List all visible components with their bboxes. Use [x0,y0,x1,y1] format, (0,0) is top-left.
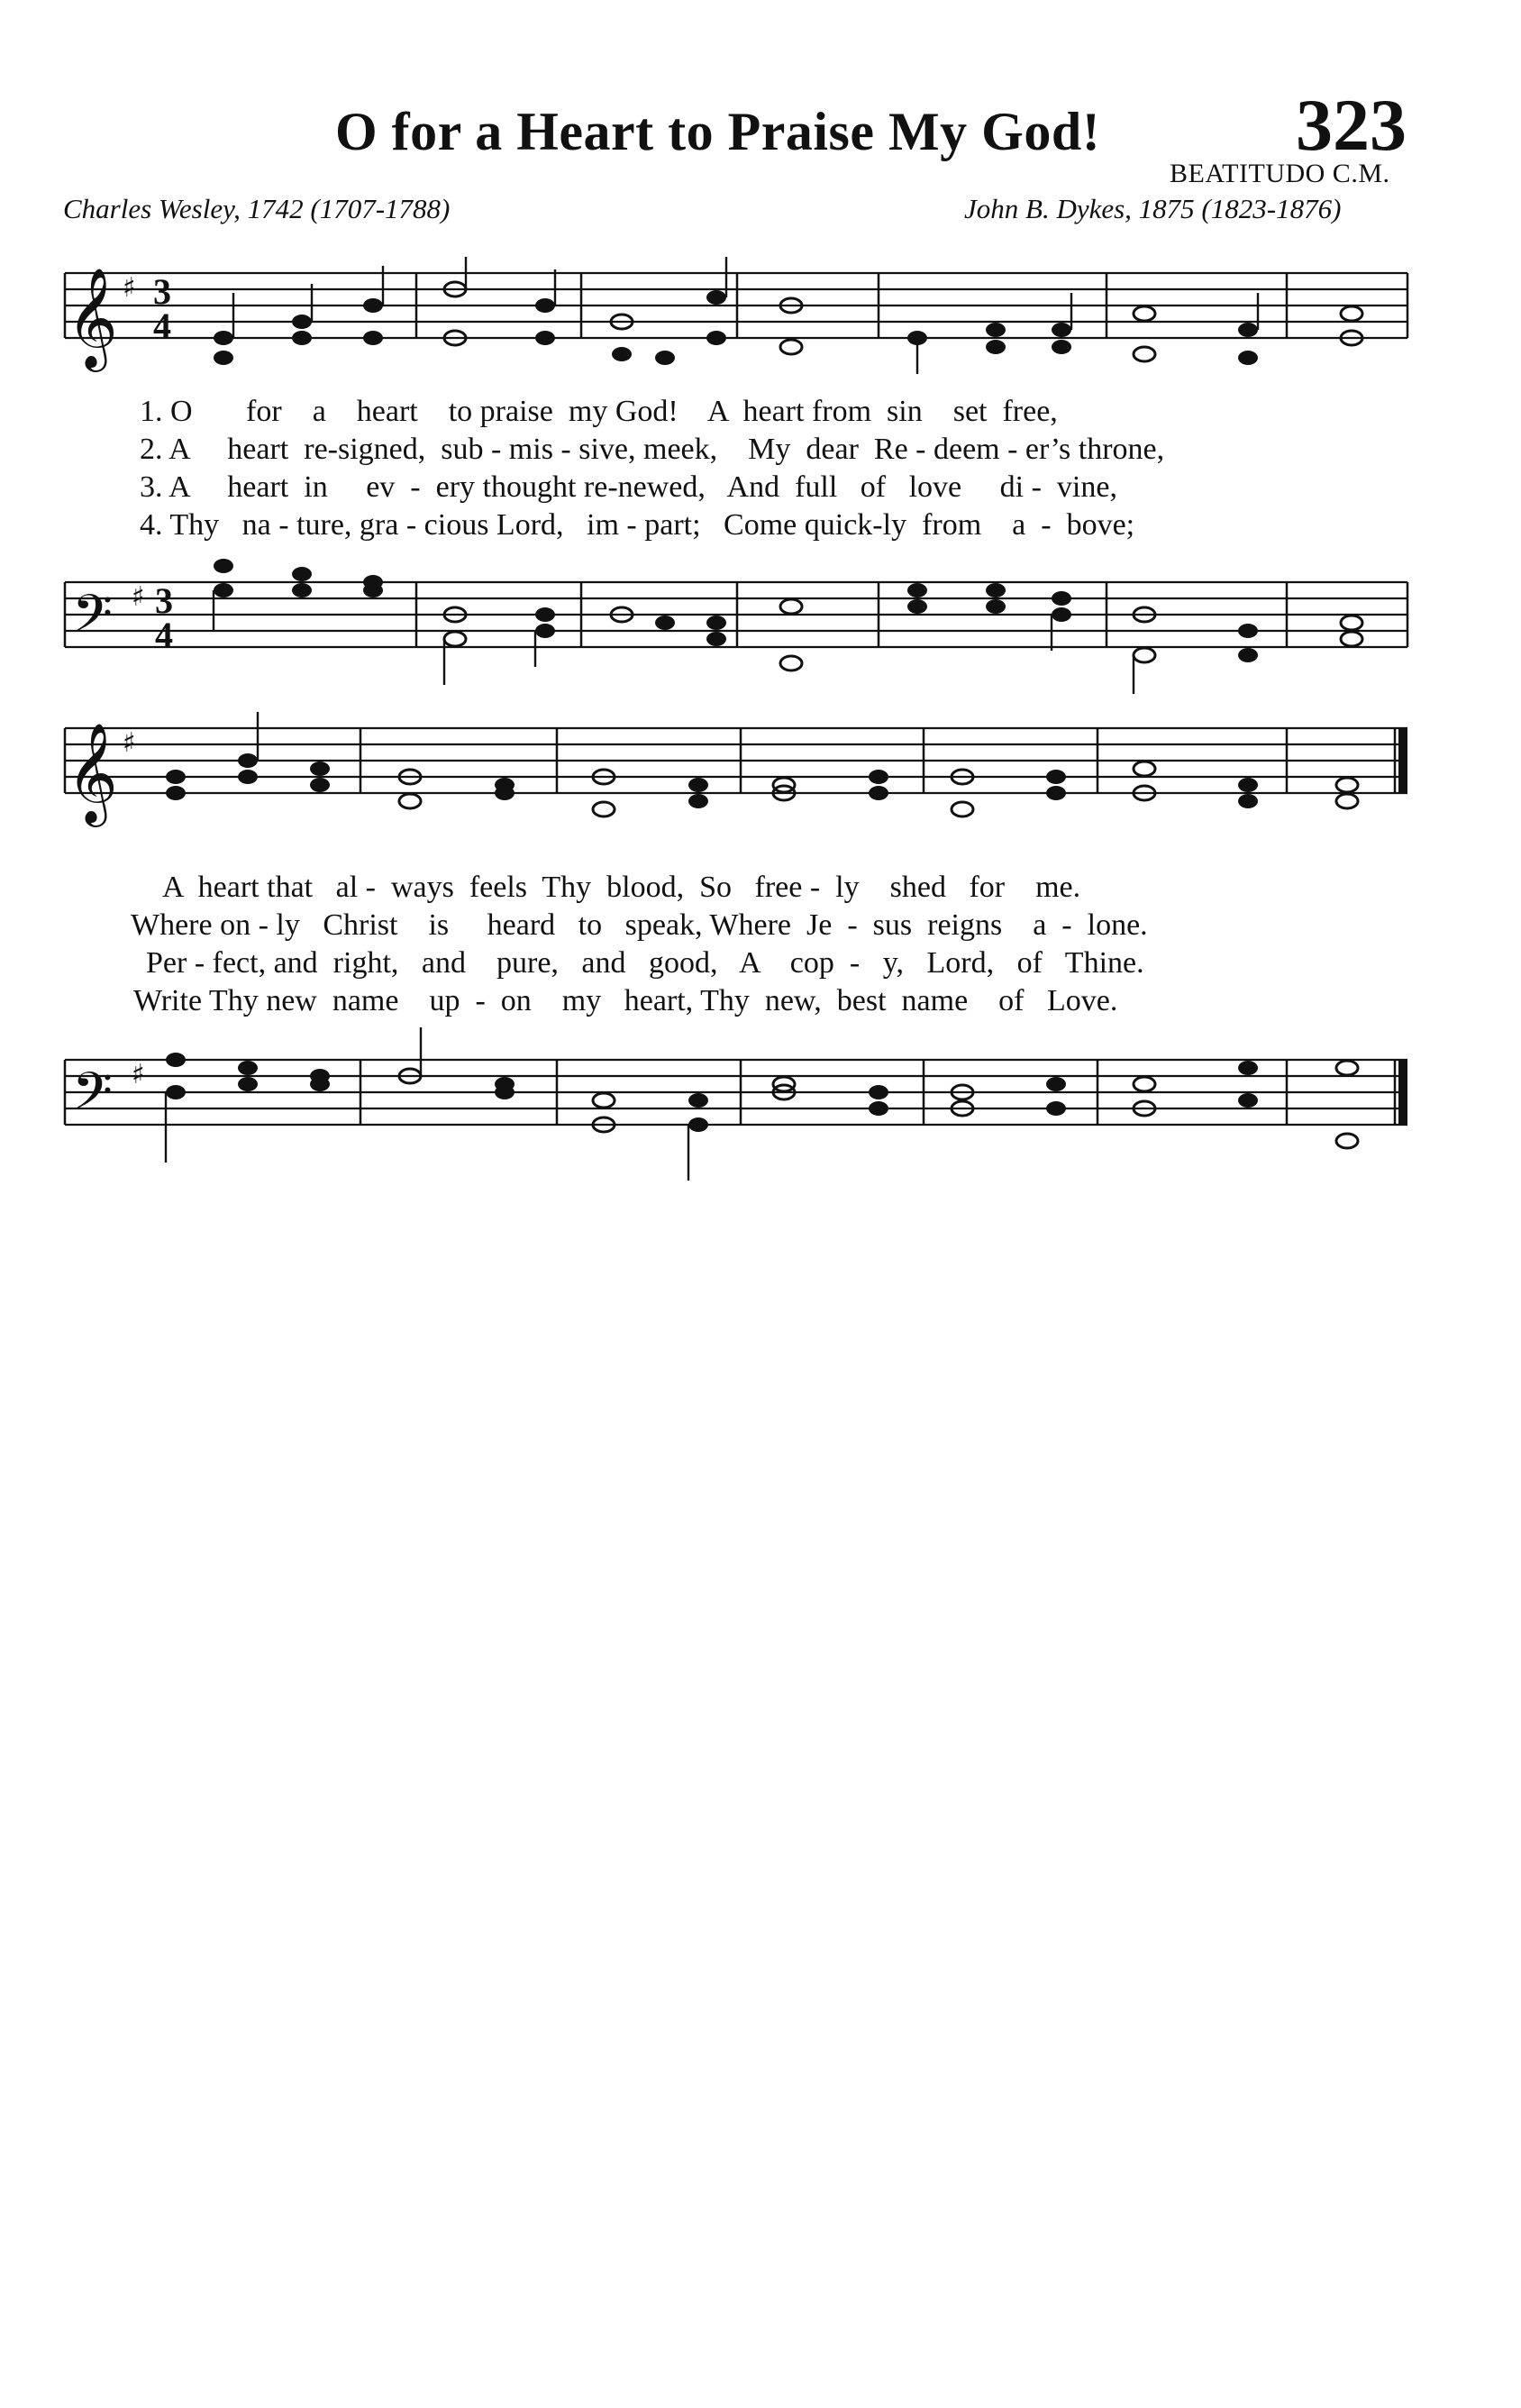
system1-treble-staff [0,257,1521,392]
hymn-number: 323 [1296,84,1407,166]
key-signature-sharp-icon: ♯ [123,727,136,759]
hymn-title: O for a Heart to Praise My God! [335,102,1101,161]
staff-lines [65,1060,1407,1125]
final-barline [1398,728,1407,793]
system1-bass-staff [0,550,1521,694]
tune-name: BEATITUDO C.M. [1170,159,1390,188]
stanza4-line1: 4. Thy na - ture, gra - cious Lord, im - part; Come quick-ly from a - bove; [140,508,1135,542]
treble-clef-icon: 𝄞 [67,722,118,823]
stanza2-line2: Where on - ly Christ is heard to speak, Where Je - sus reigns a - lone. [131,908,1148,942]
system2-treble-staff [0,712,1521,847]
stanza1-line1: 1. O for a heart to praise my God! A heart from sin set free, [140,395,1058,428]
stanza3-line1: 3. A heart in ev - ery thought re-newed, And full of love di - vine, [140,470,1117,504]
time-signature-bottom: 4 [155,615,173,655]
time-signature-top: 3 [153,271,171,312]
key-signature-sharp-icon: ♯ [123,272,136,304]
stanza3-line2: Per - fect, and right, and pure, and good, A cop - y, Lord, of Thine. [146,946,1144,980]
stanza1-line2: A heart that al - ways feels Thy blood, So free - ly shed for me. [162,871,1081,904]
notes [214,257,1362,374]
final-barline [1398,1060,1407,1125]
composer-credit: John B. Dykes, 1875 (1823-1876) [964,193,1342,224]
bass-clef-icon: 𝄢 [72,583,114,657]
author-credit: Charles Wesley, 1742 (1707-1788) [63,193,451,224]
stanza2-line1: 2. A heart re-signed, sub - mis - sive, meek, My dear Re - deem - er’s throne, [140,433,1165,466]
time-signature-bottom: 4 [153,306,171,346]
bass-clef-icon: 𝄢 [72,1061,114,1135]
staff-lines [65,728,1407,793]
key-signature-sharp-icon: ♯ [132,581,145,613]
key-signature-sharp-icon: ♯ [132,1059,145,1090]
system2-bass-staff [0,1027,1521,1181]
treble-clef-icon: 𝄞 [67,267,118,368]
notes [166,1027,1358,1181]
notes [214,559,1362,694]
time-signature-top: 3 [155,580,173,621]
stanza4-line2: Write Thy new name up - on my heart, Thy new, best name of Love. [133,984,1118,1017]
